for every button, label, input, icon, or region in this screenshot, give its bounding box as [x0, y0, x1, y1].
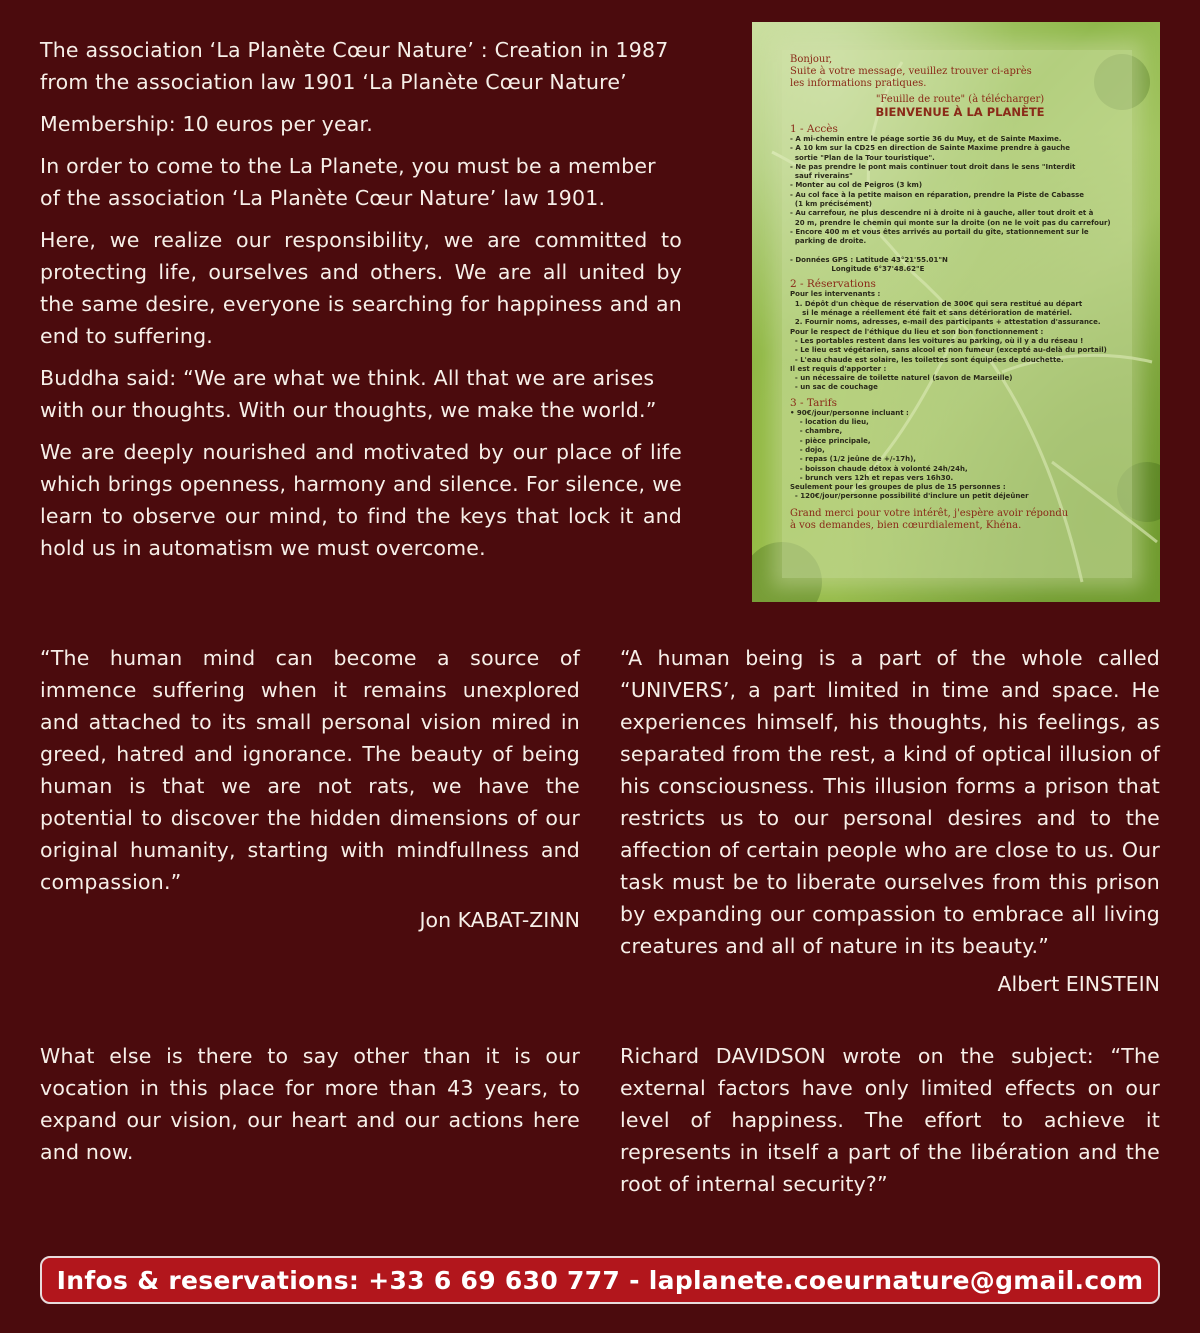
roadmap-line: Seulement pour les groupes de plus de 15 personnes : — [790, 483, 1006, 492]
roadmap-line: - un sac de couchage — [790, 383, 878, 392]
roadmap-line: sortie "Plan de la Tour touristique". — [790, 153, 935, 162]
roadmap-section-tarifs: 3 - Tarifs — [790, 396, 838, 409]
roadmap-line: - 120€/jour/personne possibilité d'inclure un petit déjeûner — [790, 492, 1029, 501]
roadmap-line: Longitude 6°37'48.62"E — [790, 265, 925, 274]
roadmap-line: - A 10 km sur la CD25 en direction de Sainte Maxime prendre à gauche — [790, 144, 1070, 153]
intro-paragraph: Here, we realize our responsibility, we are committed to protecting life, ourselves and others. We are all united by the same desire, everyone is searching for happiness and an end to suffering. — [40, 228, 682, 348]
roadmap-line: - repas (1/2 jeûne de +/-17h), — [790, 455, 916, 464]
davidson-paragraph — [620, 1040, 1160, 1200]
roadmap-section-access: 1 - Accès — [790, 123, 838, 135]
roadmap-line: sauf riverains" — [790, 172, 853, 181]
roadmap-line: 20 m, prendre le chemin qui monte sur la droite (on ne le voit pas du carrefour) — [790, 218, 1111, 227]
roadmap-line: si le ménage a réellement été fait et sans détérioration de matériel. — [790, 309, 1073, 318]
roadmap-line: - brunch vers 12h et repas vers 16h30. — [790, 473, 954, 482]
roadmap-line: - Les portables restent dans les voitures au parking, où il y a du réseau ! — [790, 336, 1084, 345]
roadmap-line: 1. Dépôt d'un chèque de réservation de 300€ qui sera restitué au départ — [790, 299, 1083, 308]
roadmap-line: - Encore 400 m et vous êtes arrivés au portail du gîte, stationnement sur le — [790, 227, 1089, 236]
roadmap-line: - Données GPS : Latitude 43°21'55.01"N — [790, 255, 948, 264]
roadmap-line — [790, 247, 1130, 256]
roadmap-line: - Le lieu est végétarien, sans alcool et non fumeur (excepté au-delà du portail) — [790, 346, 1107, 355]
roadmap-line: - boisson chaude détox à volonté 24h/24h, — [790, 464, 968, 473]
roadmap-closing — [790, 508, 1130, 532]
roadmap-line: parking de droite. — [790, 237, 867, 246]
roadmap-line: - Monter au col de Peigros (3 km) — [790, 181, 923, 190]
quote-text: “A human being is a part of the whole called “UNIVERS’, a part limited in time and space. He experiences himself, his thoughts, his feelings, as separated from the rest, a kind of optical illusion of his consciousness. This illusion forms a prison that restricts us to our personal desires and to the affection of certain people who are close to us. Our task must be to liberate ourselves from this prison by expanding our compassion to embrace all living creatures and all of nature in its beauty.” — [620, 646, 1160, 958]
roadmap-section-reservations: 2 - Réservations — [790, 278, 876, 291]
roadmap-line: - pièce principale, — [790, 436, 871, 445]
roadmap-line: - Au col face à la petite maison en réparation, prendre la Piste de Cabasse — [790, 190, 1085, 199]
roadmap-line: - chambre, — [790, 427, 843, 436]
roadmap-image — [752, 22, 1160, 602]
vocation-text: What else is there to say other than it is our vocation in this place for more than 43 years, to expand our vision, our heart and our actions here and now. — [40, 1044, 580, 1164]
intro-paragraph: Buddha said: “We are what we think. All that we are arises with our thoughts. With our thoughts, we make the world.” — [40, 366, 657, 422]
davidson-text: Richard DAVIDSON wrote on the subject: “The external factors have only limited effects on our level of happiness. The effort to achieve it represents in itself a part of the libération and the root of internal security?” — [620, 1044, 1160, 1196]
roadmap-reservation-list — [790, 290, 1130, 392]
roadmap-line: 2. Fournir noms, adresses, e-mail des participants + attestation d'assurance. — [790, 318, 1101, 327]
roadmap-line: Il est requis d'apporter : — [790, 364, 887, 373]
quote-kabat-zinn — [40, 642, 580, 936]
roadmap-closing-line: à vos demandes, bien cœurdialement, Khéna. — [790, 519, 1022, 531]
roadmap-title: BIENVENUE À LA PLANÈTE — [875, 105, 1045, 119]
contact-text: Infos & reservations: +33 6 69 630 777 - laplanete.coeurnature@gmail.com — [56, 1265, 1144, 1295]
roadmap-access-list — [790, 135, 1130, 274]
roadmap-text — [790, 54, 1130, 532]
roadmap-line: - un nécessaire de toilette naturel (savon de Marseille) — [790, 374, 1013, 383]
roadmap-greeting: Bonjour, — [790, 54, 833, 65]
roadmap-line: - dojo, — [790, 445, 825, 454]
roadmap-line: Pour le respect de l'éthique du lieu et son bon fonctionnement : — [790, 327, 1044, 336]
roadmap-closing-line: Grand merci pour votre intérêt, j'espère avoir répondu — [790, 507, 1069, 519]
roadmap-line: Pour les intervenants : — [790, 290, 881, 299]
intro-section — [40, 34, 682, 574]
roadmap-greeting: les informations pratiques. — [790, 78, 927, 89]
roadmap-line: - L'eau chaude est solaire, les toilettes sont équipées de douchette. — [790, 355, 1064, 364]
roadmap-subtitle: "Feuille de route" (à télécharger) — [875, 94, 1045, 105]
roadmap-line: - A mi-chemin entre le péage sortie 36 du Muy, et de Sainte Maxime. — [790, 135, 1062, 143]
intro-paragraph: We are deeply nourished and motivated by our place of life which brings openness, harmony and silence. For silence, we learn to observe our mind, to find the keys that lock it and hold us in automatism we must overcome. — [40, 440, 682, 560]
quote-einstein — [620, 642, 1160, 1000]
contact-banner — [40, 1256, 1160, 1304]
intro-paragraph: In order to come to the La Planete, you must be a member of the association ‘La Planète Cœur Nature’ law 1901. — [40, 154, 656, 210]
quote-text: “The human mind can become a source of immence suffering when it remains unexplored and attached to its small personal vision mired in greed, hatred and ignorance. The beauty of being human is that we are not rats, we have the potential to discover the hidden dimensions of our original humanity, starting with mindfullness and compassion.” — [40, 646, 580, 894]
roadmap-greeting: Suite à votre message, veuillez trouver ci-après — [790, 66, 1032, 77]
quote-author: Albert EINSTEIN — [997, 972, 1160, 996]
quote-author: Jon KABAT-ZINN — [419, 908, 580, 932]
roadmap-line: - Ne pas prendre le pont mais continuer tout droit dans le sens "Interdit — [790, 162, 1076, 171]
intro-paragraph: The association ‘La Planète Cœur Nature’ : Creation in 1987 from the association law 1901 ‘La Planète Cœur Nature’ — [40, 38, 669, 94]
roadmap-line: - Au carrefour, ne plus descendre ni à droite ni à gauche, aller tout droit et à — [790, 209, 1094, 218]
vocation-paragraph — [40, 1040, 580, 1168]
roadmap-line: - location du lieu, — [790, 418, 869, 427]
roadmap-line: (1 km précisément) — [790, 200, 873, 209]
roadmap-tarif-list — [790, 409, 1130, 502]
roadmap-line: • 90€/jour/personne incluant : — [790, 408, 909, 417]
intro-paragraph: Membership: 10 euros per year. — [40, 112, 373, 136]
